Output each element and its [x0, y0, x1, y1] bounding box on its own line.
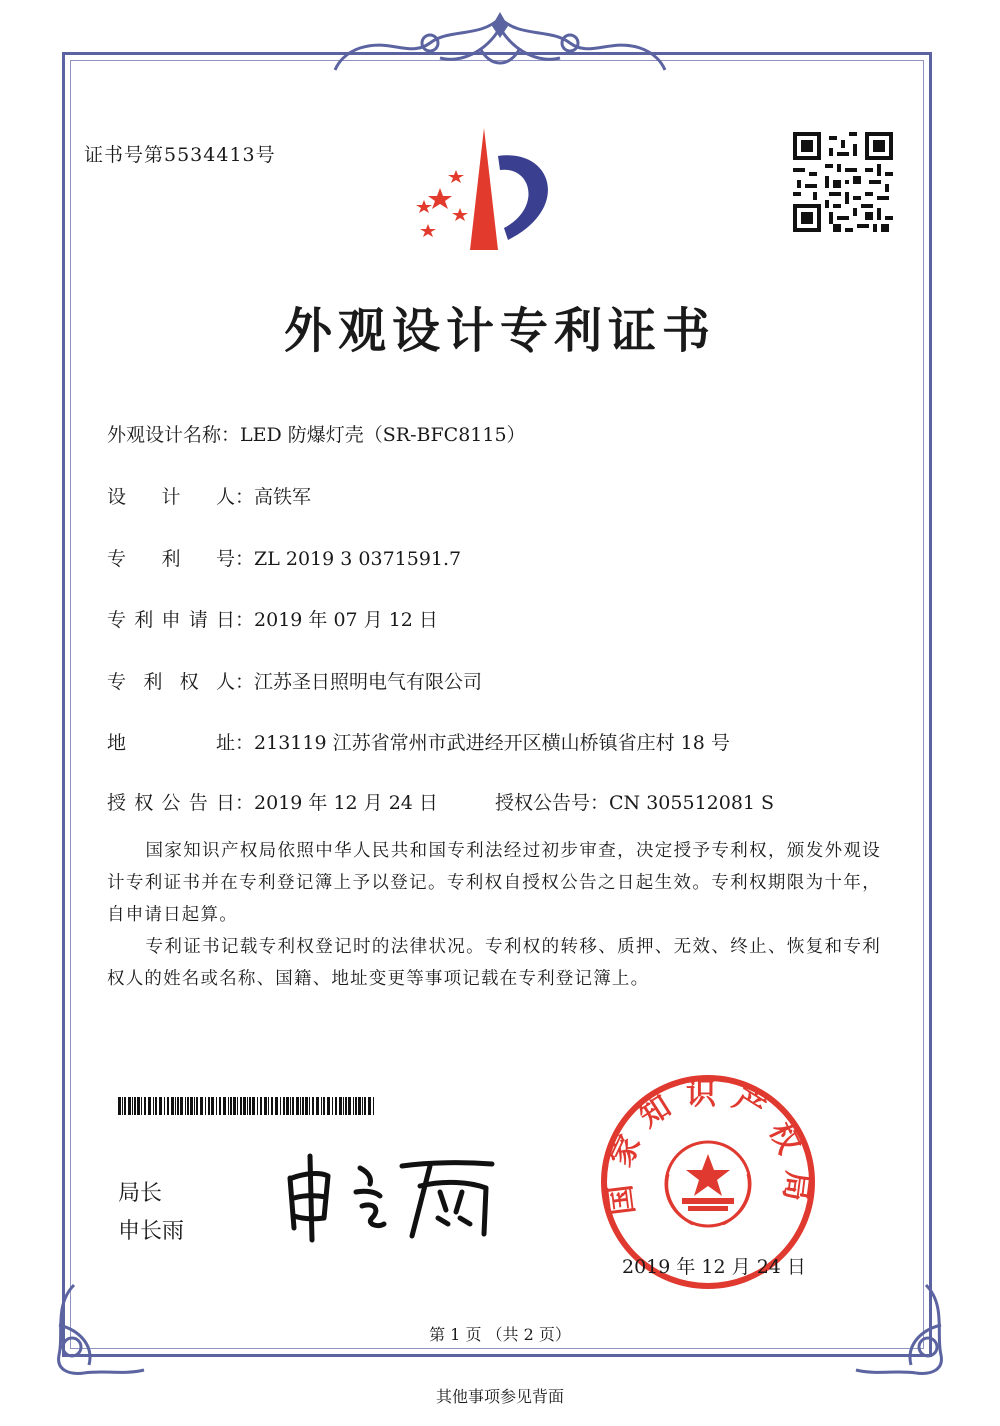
- barcode-bar: [321, 1097, 322, 1115]
- barcode-bar: [118, 1097, 121, 1115]
- body-paragraph: 国家知识产权局依照中华人民共和国专利法经过初步审查，决定授予专利权，颁发外观设计专利证书并在专利登记簿上予以登记。专利权自授权公告之日起生效。专利权期限为十年，自申请日起算。: [107, 841, 881, 925]
- field-designer: [107, 482, 311, 509]
- barcode-bar: [305, 1097, 308, 1115]
- barcode-bar: [208, 1097, 210, 1115]
- field-address: [107, 728, 730, 755]
- field-patent-no: [107, 544, 461, 571]
- barcode-bar: [124, 1097, 126, 1115]
- barcode-bar: [219, 1097, 221, 1115]
- grant-announce-no-label: 授权公告号：: [495, 792, 610, 814]
- barcode-bar: [249, 1097, 251, 1115]
- certificate-body-text: [107, 835, 881, 995]
- barcode-bar: [283, 1097, 285, 1115]
- barcode-icon: [118, 1097, 376, 1115]
- barcode-bar: [175, 1097, 176, 1115]
- page-indicator: 第 1 页 （共 2 页）: [429, 1325, 571, 1344]
- barcode-bar: [223, 1097, 226, 1115]
- qr-code-icon: [793, 132, 893, 232]
- certificate-number: 证书号第5534413号: [84, 144, 276, 166]
- patentee-value: 江苏圣日照明电气有限公司: [254, 671, 483, 693]
- grant-announce-date-colon: ：: [235, 792, 255, 814]
- barcode-bar: [187, 1097, 189, 1115]
- barcode-bar: [194, 1097, 195, 1115]
- address-label: 地址: [107, 732, 235, 754]
- barcode-bar: [247, 1097, 248, 1115]
- address-colon: ：: [235, 732, 255, 754]
- barcode-bar: [316, 1097, 319, 1115]
- designer-label: 设计人: [107, 486, 235, 508]
- barcode-bar: [275, 1097, 278, 1115]
- barcode-bar: [122, 1097, 123, 1115]
- barcode-bar: [153, 1097, 154, 1115]
- barcode-bar: [271, 1097, 273, 1115]
- filing-date-value: 2019 年 07 月 12 日: [254, 609, 438, 631]
- grant-announce-date-value: 2019 年 12 月 24 日: [254, 792, 438, 814]
- barcode-bar: [190, 1097, 193, 1115]
- barcode-bar: [128, 1097, 131, 1115]
- back-side-note: 其他事项参见背面: [435, 1387, 564, 1406]
- barcode-bar: [362, 1097, 363, 1115]
- director-title: 局长: [118, 1181, 163, 1206]
- field-patentee: [107, 667, 482, 694]
- barcode-bar: [339, 1097, 342, 1115]
- barcode-bar: [228, 1097, 229, 1115]
- patent-no-colon: ：: [235, 548, 255, 570]
- barcode-bar: [373, 1097, 374, 1115]
- barcode-bar: [177, 1097, 179, 1115]
- designer-colon: ：: [235, 486, 255, 508]
- barcode-bar: [302, 1097, 304, 1115]
- barcode-bar: [300, 1097, 301, 1115]
- barcode-bar: [309, 1097, 310, 1115]
- barcode-bar: [252, 1097, 255, 1115]
- director-name: 申长雨: [118, 1219, 185, 1244]
- grant-announce-date-label: 授权公告日: [107, 792, 235, 814]
- barcode-bar: [132, 1097, 133, 1115]
- svg-text:国家知识产权局: [601, 1077, 815, 1217]
- barcode-bar: [159, 1097, 162, 1115]
- barcode-bar: [180, 1097, 183, 1115]
- barcode-bar: [230, 1097, 232, 1115]
- barcode-bar: [185, 1097, 186, 1115]
- barcode-bar: [348, 1097, 351, 1115]
- barcode-bar: [332, 1097, 333, 1115]
- seal-text: 国家知识产权局: [601, 1077, 815, 1217]
- barcode-bar: [196, 1097, 198, 1115]
- barcode-bar: [257, 1097, 258, 1115]
- certificate-title: 外观设计专利证书: [283, 303, 716, 359]
- barcode-bar: [205, 1097, 206, 1115]
- barcode-bar: [368, 1097, 371, 1115]
- field-filing-date: [107, 605, 438, 632]
- patent-no-label: 专利号: [107, 548, 235, 570]
- barcode-bar: [141, 1097, 142, 1115]
- barcode-bar: [171, 1097, 174, 1115]
- barcode-bar: [364, 1097, 366, 1115]
- barcode-bar: [260, 1097, 262, 1115]
- cnipa-logo-icon: [412, 128, 564, 250]
- barcode-bar: [167, 1097, 169, 1115]
- barcode-bar: [216, 1097, 217, 1115]
- barcode-bar: [211, 1097, 214, 1115]
- barcode-bar: [144, 1097, 146, 1115]
- designer-value: 高铁军: [254, 486, 312, 508]
- barcode-bar: [264, 1097, 267, 1115]
- barcode-bar: [137, 1097, 140, 1115]
- field-grant-announce-date: [107, 788, 438, 815]
- barcode-bar: [155, 1097, 157, 1115]
- field-grant-announce-no: [495, 788, 774, 815]
- barcode-bar: [358, 1097, 361, 1115]
- barcode-bar: [292, 1097, 294, 1115]
- patent-no-value: ZL 2019 3 0371591.7: [254, 548, 462, 570]
- design-name-label: 外观设计名称：: [107, 424, 241, 446]
- barcode-bar: [148, 1097, 151, 1115]
- barcode-bar: [343, 1097, 344, 1115]
- design-name-value: LED 防爆灯壳（SR-BFC8115）: [240, 424, 526, 446]
- director-signature-icon: [280, 1148, 510, 1243]
- issue-date: 2019 年 12 月 24 日: [622, 1256, 806, 1278]
- barcode-bar: [353, 1097, 354, 1115]
- filing-date-label: 专利申请日: [107, 609, 235, 631]
- barcode-bar: [134, 1097, 136, 1115]
- patentee-label: 专利权人: [107, 671, 235, 693]
- barcode-bar: [240, 1097, 242, 1115]
- barcode-bar: [164, 1097, 165, 1115]
- barcode-bar: [296, 1097, 299, 1115]
- barcode-bar: [268, 1097, 269, 1115]
- barcode-bar: [312, 1097, 314, 1115]
- barcode-bar: [233, 1097, 236, 1115]
- barcode-bar: [237, 1097, 238, 1115]
- patentee-colon: ：: [235, 671, 255, 693]
- barcode-bar: [327, 1097, 330, 1115]
- top-ornament-icon: [330, 8, 670, 80]
- barcode-bar: [280, 1097, 281, 1115]
- body-paragraph: 专利证书记载专利权登记时的法律状况。专利权的转移、质押、无效、终止、恢复和专利权人的姓名或名称、国籍、地址变更等事项记载在专利登记簿上。: [107, 937, 881, 989]
- barcode-bar: [286, 1097, 289, 1115]
- grant-announce-no-value: CN 305512081 S: [609, 792, 775, 814]
- barcode-bar: [345, 1097, 347, 1115]
- barcode-bar: [323, 1097, 325, 1115]
- barcode-bar: [200, 1097, 203, 1115]
- barcode-bar: [290, 1097, 291, 1115]
- filing-date-colon: ：: [235, 609, 255, 631]
- barcode-bar: [243, 1097, 246, 1115]
- field-design-name: [107, 420, 526, 447]
- address-value: 213119 江苏省常州市武进经开区横山桥镇省庄村 18 号: [254, 732, 730, 754]
- barcode-bar: [355, 1097, 357, 1115]
- barcode-bar: [335, 1097, 337, 1115]
